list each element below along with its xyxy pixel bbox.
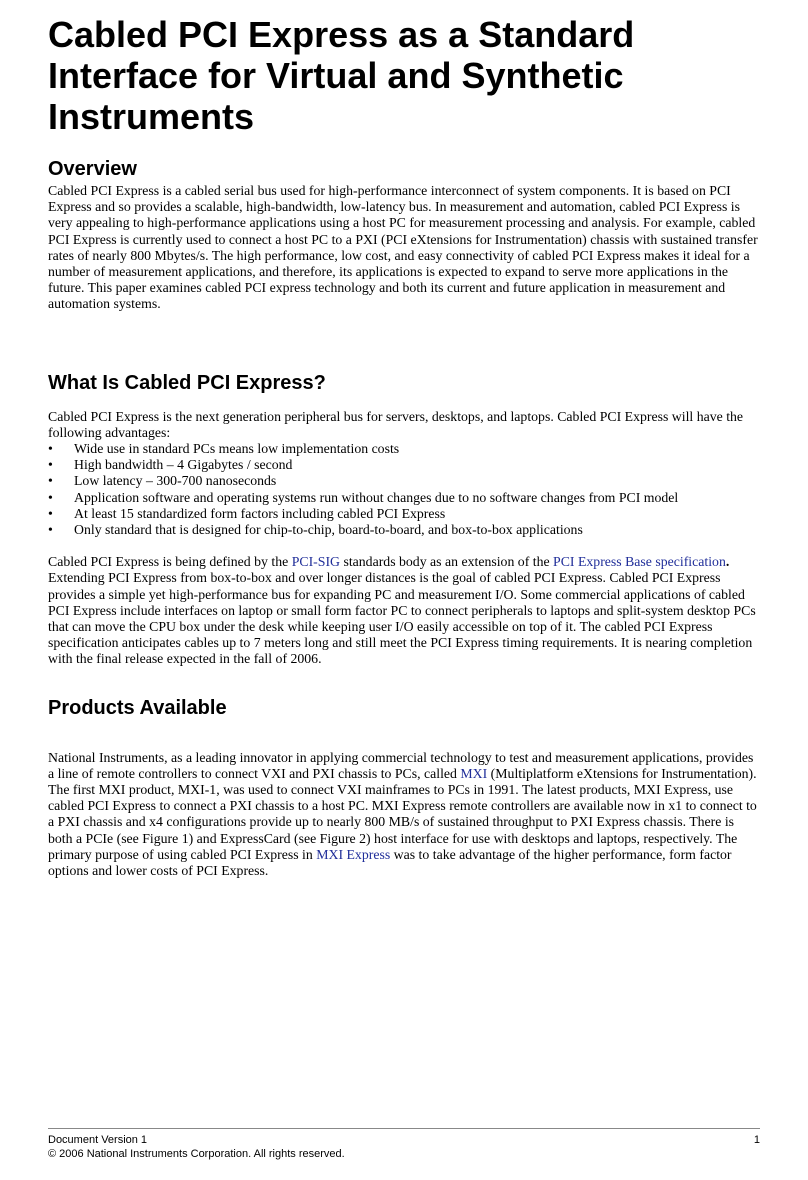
overview-heading: Overview [48,158,137,180]
bullet-glyph: • [48,473,53,489]
what-is-paragraph-2 [48,554,760,667]
list-item-text: Wide use in standard PCs means low implementation costs [74,441,400,457]
bullet-glyph: • [48,457,53,473]
pci-sig-link[interactable]: PCI-SIG [291,554,340,570]
list-item-text: Low latency – 300-700 nanoseconds [74,473,277,489]
bullet-glyph: • [48,489,53,505]
overview-paragraph: Cabled PCI Express is a cabled serial bus used for high-performance interconnect of system components. It is based on PCI Express and so provides a scalable, high-bandwidth, low-latency bus. In measurement and automation, cabled PCI Express is very appealing to high-performance applications using a host PC for measurement processing and analysis. For example, cabled PCI Express is currently used to connect a host PC to a PXI (PCI eXtensions for Instrumentation) chassis with sustained transfer rates of nearly 800 Mbytes/s. The high performance, low cost, and easy connectivity of cabled PCI Express makes it ideal for a number of measurement applications, and therefore, its applications is expected to expand to serve more applications in the future. This paper examines cabled PCI express technology and both its current and future application in measurement and automation systems. [48,183,758,312]
bullet-glyph: • [48,505,53,521]
text-run: National Instruments, as a leading innovator in applying commercial technology to test and measurement applications, provides a line of remote controllers to connect VXI and PXI chassis to PCs, called [48,749,754,781]
document-page [48,14,760,879]
text-run: . [725,554,730,570]
text-run: Extending PCI Express from box-to-box and over longer distances is the goal of cabled PCI Express. Cabled PCI Express provides a simple yet high-performance bus for expanding PC and measurement I/O. Some commercial applications of cabled PCI Express include interfaces on laptop or small form factor PC to connect peripherals to laptops and split-system desktop PCs that can move the CPU box under the desk while keeping user I/O easily accessible on top of it. The cabled PCI Express specification anticipates cables up to 7 meters long and still meet the PCI Express timing requirements. It is nearing completion with the final release expected in the fall of 2006. [48,570,756,667]
what-is-heading: What Is Cabled PCI Express? [48,371,326,394]
page-number: 1 [753,1134,760,1146]
list-item [48,490,760,506]
text-run: (Multiplatform eXtensions for Instrumentation). The first MXI product, MXI-1, was used to connect VXI mainframes to PCs in 1991. The latest products, MXI Express, use cabled PCI Express to connect a PXI chassis to a host PC. MXI Express remote controllers are available now in x1 to connect to a PXI chassis and x4 configurations provide up to nearly 800 MB/s of sustained throughput to PXI Express chassis. There is both a PCIe (see Figure 1) and ExpressCard (see Figure 2) host interface for use with desktops and laptops, respectively. The primary purpose of using cabled PCI Express in [48,765,757,862]
bullet-glyph: • [48,522,53,538]
list-item-text: High bandwidth – 4 Gigabytes / second [74,457,293,473]
text-run: was to take advantage of the higher performance, form factor options and lower costs of PCI Express. [48,846,732,879]
list-item [48,473,760,489]
products-heading: Products Available [48,696,227,719]
bullet-glyph: • [48,441,53,457]
pci-express-base-spec-link[interactable]: PCI Express Base specification [553,554,726,570]
list-item [48,457,760,473]
text-run: Cabled PCI Express is being defined by the [48,554,292,570]
copyright-notice: © 2006 National Instruments Corporation. All rights reserved. [48,1148,345,1160]
mxi-express-link[interactable]: MXI Express [316,846,391,862]
list-item [48,506,760,522]
text-run: standards body as an extension of the [340,554,554,570]
list-item-text: Application software and operating systems run without changes due to no software changes from PCI model [74,489,679,505]
list-item [48,522,760,538]
list-item-text: At least 15 standardized form factors including cabled PCI Express [74,505,446,521]
products-paragraph [48,750,760,880]
list-item-text: Only standard that is designed for chip-to-chip, board-to-board, and box-to-box applications [74,522,583,538]
document-title: Cabled PCI Express as a Standard Interface for Virtual and Synthetic Instruments [48,14,635,137]
advantages-list [48,441,760,538]
list-item [48,441,760,457]
mxi-link[interactable]: MXI [460,765,488,781]
what-is-intro: Cabled PCI Express is the next generation peripheral bus for servers, desktops, and laptops. Cabled PCI Express will have the following advantages: [48,408,744,440]
document-version: Document Version 1 [48,1134,148,1146]
page-footer [48,1128,760,1161]
